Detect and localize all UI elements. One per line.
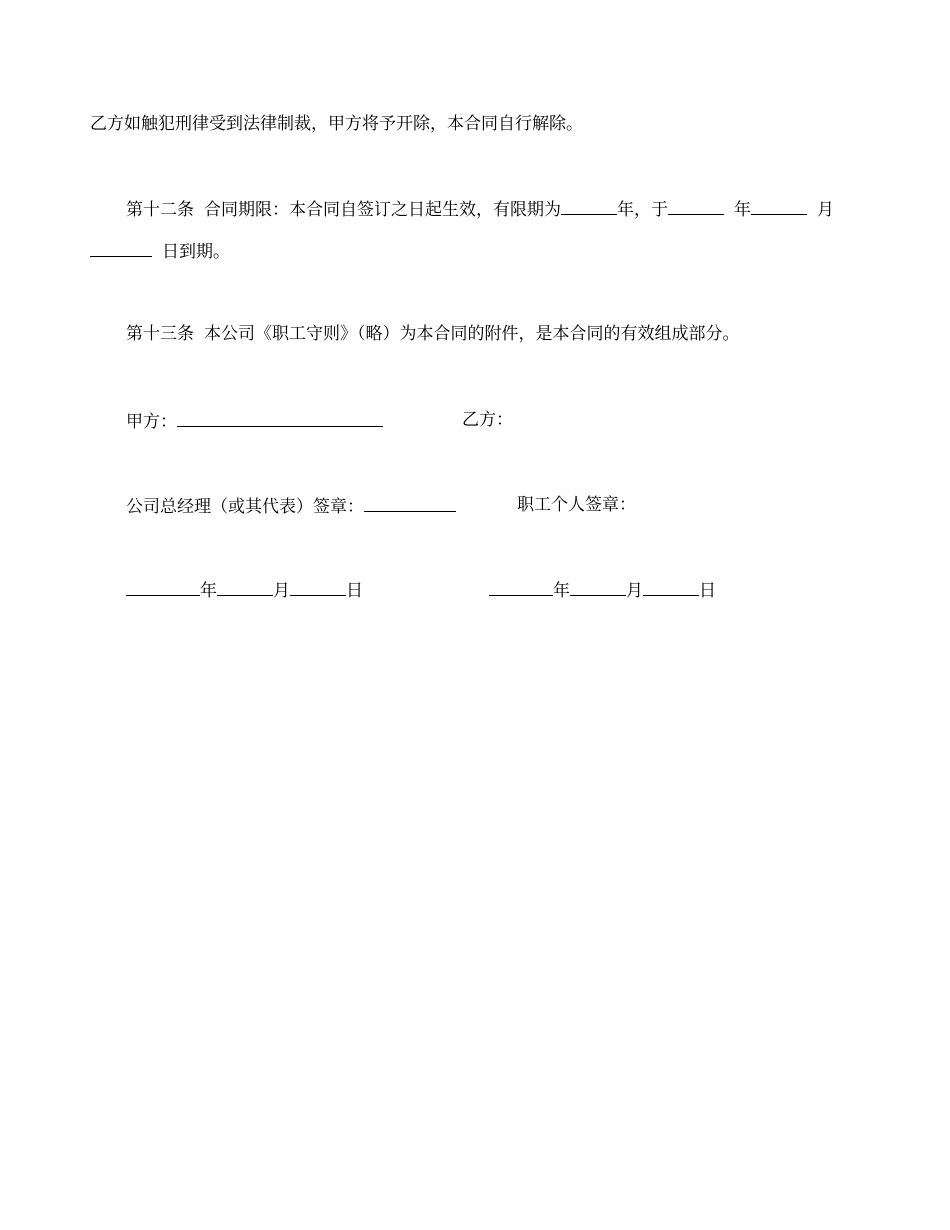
expiry-day-blank[interactable]	[90, 238, 152, 257]
clause-13-number: 第十三条	[126, 324, 194, 344]
employee-date-year-label: 年	[553, 581, 570, 601]
clause-12-line-1	[126, 196, 834, 222]
clause-12-end-text: 日到期。	[162, 242, 230, 262]
company-date-day-label: 日	[346, 581, 363, 601]
company-date-row	[126, 577, 363, 603]
expiry-year-blank[interactable]	[668, 196, 724, 215]
employee-date-month-blank[interactable]	[570, 577, 626, 596]
clause-12-month-label: 月	[817, 200, 834, 220]
party-a-row	[126, 408, 383, 434]
company-signature-row	[126, 493, 456, 519]
company-date-day-blank[interactable]	[290, 577, 346, 596]
company-date-year-label: 年	[200, 581, 217, 601]
employee-signature-row	[517, 493, 636, 517]
company-signature-label: 公司总经理（或其代表）签章：	[126, 497, 364, 517]
clause-11-text: 乙方如触犯刑律受到法律制裁，甲方将予开除，本合同自行解除。	[90, 114, 583, 134]
employee-date-month-label: 月	[626, 581, 643, 601]
clause-12-text: 合同期限：本合同自签订之日起生效，有限期为	[204, 200, 561, 220]
company-date-month-blank[interactable]	[217, 577, 273, 596]
party-b-label: 乙方：	[462, 410, 513, 430]
company-date-month-label: 月	[273, 581, 290, 601]
clause-12-year-label: 年	[734, 200, 751, 220]
clause-12-line-2	[90, 238, 230, 264]
party-b-row	[462, 408, 513, 432]
term-years-blank[interactable]	[561, 196, 617, 215]
clause-12-number: 第十二条	[126, 200, 194, 220]
employee-date-day-label: 日	[699, 581, 716, 601]
clause-11-tail	[90, 112, 583, 136]
company-signature-blank[interactable]	[364, 493, 456, 512]
employee-date-day-blank[interactable]	[643, 577, 699, 596]
employee-date-row	[489, 577, 716, 603]
party-a-label: 甲方：	[126, 412, 177, 432]
clause-13	[126, 322, 740, 346]
clause-13-text: 本公司《职工守则》（略）为本合同的附件，是本合同的有效组成部分。	[204, 324, 740, 344]
employee-date-year-blank[interactable]	[489, 577, 553, 596]
clause-12-year-unit: 年，于	[617, 200, 668, 220]
employee-signature-label: 职工个人签章：	[517, 495, 636, 515]
company-date-year-blank[interactable]	[126, 577, 200, 596]
party-a-blank[interactable]	[177, 408, 383, 427]
expiry-month-blank[interactable]	[751, 196, 807, 215]
